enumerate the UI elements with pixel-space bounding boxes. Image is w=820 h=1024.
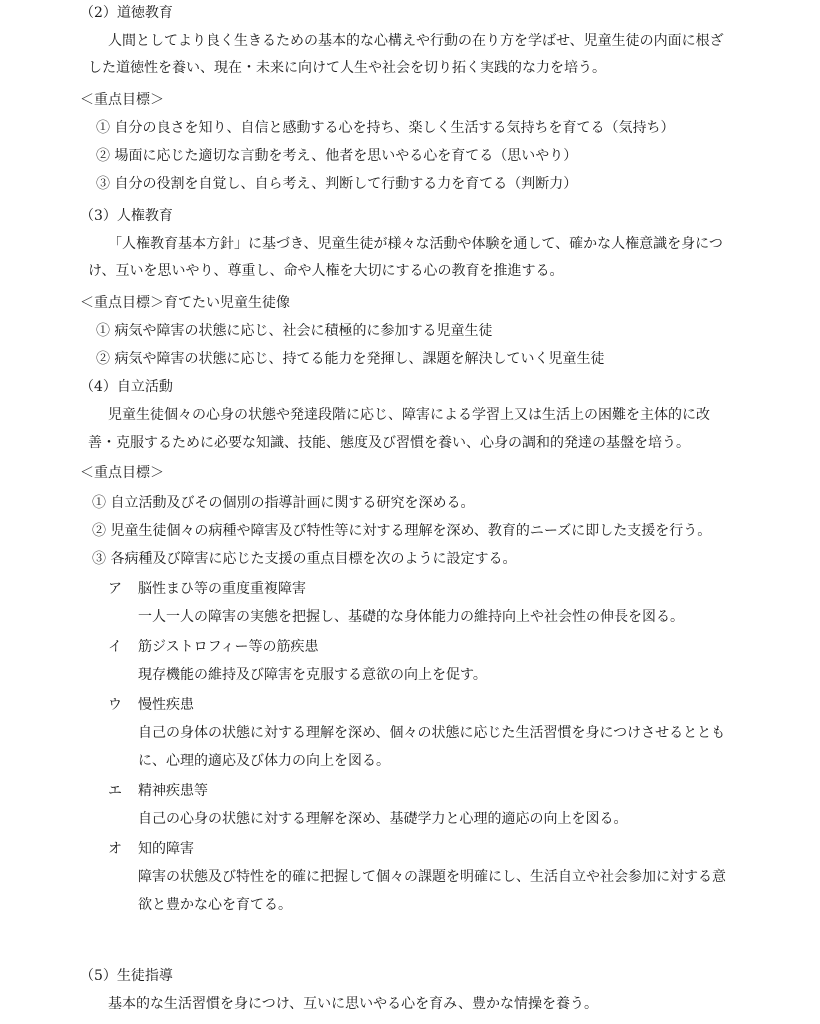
section-heading-human-rights: （3）人権教育 xyxy=(80,208,173,224)
independent-activities-goals-heading: ＜重点目標＞ xyxy=(80,465,164,481)
moral-education-goals-heading: ＜重点目標＞ xyxy=(80,92,164,108)
section-heading-moral-education: （2）道徳教育 xyxy=(80,5,173,21)
category-description: 一人一人の障害の実態を把握し、基礎的な身体能力の維持向上や社会性の伸長を図る。 xyxy=(138,609,684,625)
human-rights-body-line-1: 「人権教育基本方針」に基づき、児童生徒が様々な活動や体験を通して、確かな人権意識を身につ xyxy=(108,236,723,252)
category-description: 欲と豊かな心を育てる。 xyxy=(138,897,292,913)
human-rights-goals-heading: ＜重点目標＞育てたい児童生徒像 xyxy=(80,295,290,311)
category-description: 自己の身体の状態に対する理解を深め、個々の状態に応じた生活習慣を身につけさせるととも xyxy=(138,725,726,741)
section-heading-independent-activities: （4）自立活動 xyxy=(80,379,173,395)
category-title: 脳性まひ等の重度重複障害 xyxy=(138,581,306,597)
independent-activities-body-line-2: 善・克服するために必要な知識、技能、態度及び習慣を養い、心身の調和的発達の基盤を培う。 xyxy=(88,435,690,451)
category-marker: エ xyxy=(108,783,122,799)
independent-goal-item: ③ 各病種及び障害に応じた支援の重点目標を次のように設定する。 xyxy=(92,551,517,567)
human-rights-goal-item: ② 病気や障害の状態に応じ、持てる能力を発揮し、課題を解決していく児童生徒 xyxy=(96,351,605,367)
section-heading-student-guidance: （5）生徒指導 xyxy=(80,968,173,984)
support-category-a xyxy=(108,582,306,596)
category-title: 筋ジストロフィー等の筋疾患 xyxy=(138,639,319,655)
support-category-i xyxy=(108,640,318,654)
category-description: に、心理的適応及び体力の向上を図る。 xyxy=(138,753,390,769)
category-title: 精神疾患等 xyxy=(138,783,208,799)
student-guidance-body-line-1: 基本的な生活習慣を身につけ、互いに思いやる心を育み、豊かな情操を養う。 xyxy=(108,996,598,1012)
category-title: 慢性疾患 xyxy=(138,697,194,713)
moral-goal-item: ① 自分の良さを知り、自信と感動する心を持ち、楽しく生活する気持ちを育てる（気持ち） xyxy=(96,120,675,136)
category-marker: ア xyxy=(108,581,122,597)
support-category-e xyxy=(108,784,208,798)
category-marker: イ xyxy=(108,639,122,655)
category-title: 知的障害 xyxy=(138,841,194,857)
human-rights-goal-item: ① 病気や障害の状態に応じ、社会に積極的に参加する児童生徒 xyxy=(96,323,493,339)
category-description: 障害の状態及び特性を的確に把握して個々の課題を明確にし、生活自立や社会参加に対する意 xyxy=(138,869,726,885)
moral-goal-item: ③ 自分の役割を自覚し、自ら考え、判断して行動する力を育てる（判断力） xyxy=(96,176,578,192)
independent-goal-item: ① 自立活動及びその個別の指導計画に関する研究を深める。 xyxy=(92,495,475,511)
support-category-o xyxy=(108,842,194,856)
category-marker: オ xyxy=(108,841,122,857)
category-description: 自己の心身の状態に対する理解を深め、基礎学力と心理的適応の向上を図る。 xyxy=(138,811,628,827)
human-rights-body-line-2: け、互いを思いやり、尊重し、命や人権を大切にする心の教育を推進する。 xyxy=(88,263,564,279)
moral-education-body-line-2: した道徳性を養い、現在・未来に向けて人生や社会を切り拓く実践的な力を培う。 xyxy=(88,60,606,76)
category-description: 現存機能の維持及び障害を克服する意欲の向上を促す。 xyxy=(138,667,487,683)
category-marker: ウ xyxy=(108,697,122,713)
moral-education-body-line-1: 人間としてより良く生きるための基本的な心構えや行動の在り方を学ばせ、児童生徒の内面に根ざ xyxy=(108,33,724,49)
support-category-u xyxy=(108,698,194,712)
independent-activities-body-line-1: 児童生徒個々の心身の状態や発達段階に応じ、障害による学習上又は生活上の困難を主体的に改 xyxy=(108,407,710,423)
independent-goal-item: ② 児童生徒個々の病種や障害及び特性等に対する理解を深め、教育的ニーズに即した支援を行う。 xyxy=(92,523,712,539)
moral-goal-item: ② 場面に応じた適切な言動を考え、他者を思いやる心を育てる（思いやり） xyxy=(96,148,578,164)
